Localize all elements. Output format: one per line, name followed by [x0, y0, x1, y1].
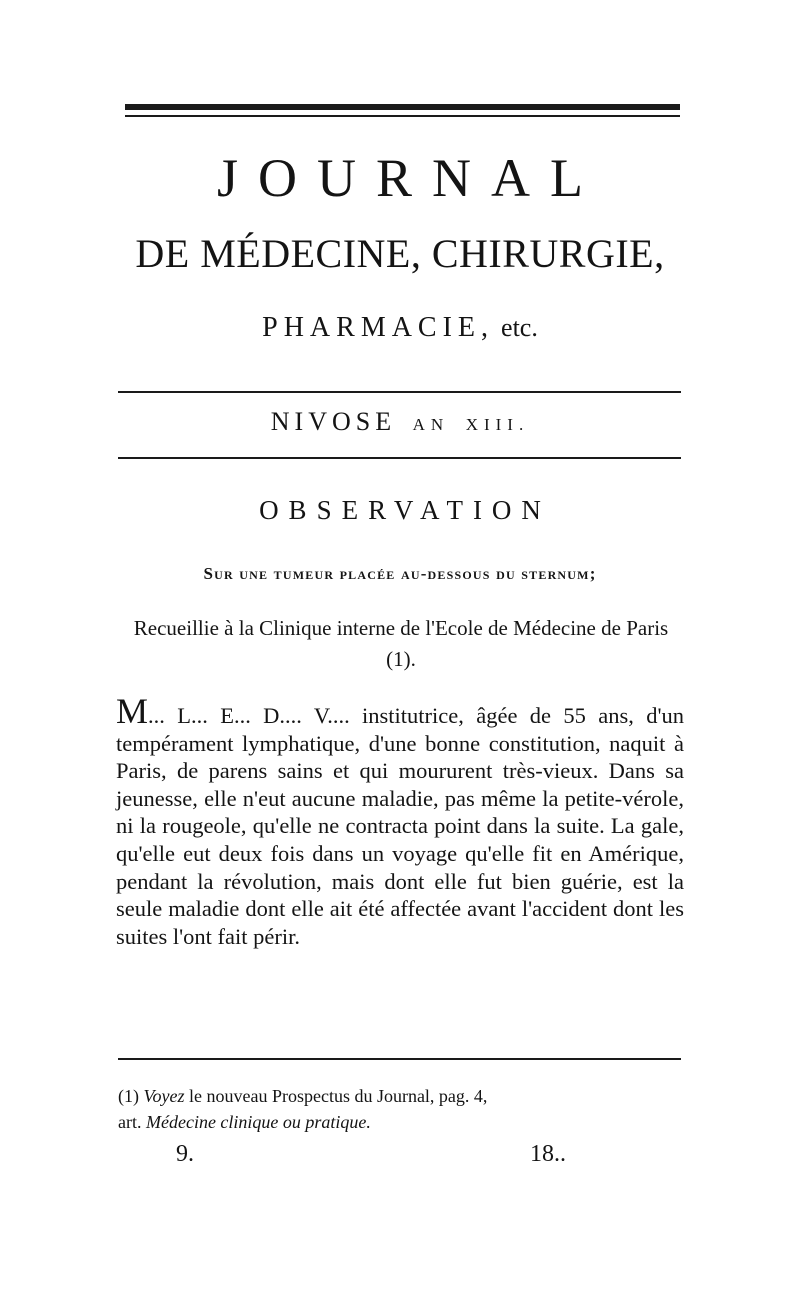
signature-mark-right: 18..	[530, 1141, 566, 1167]
footnote-art: art.	[118, 1112, 142, 1132]
issue-month: NIVOSE	[270, 407, 397, 436]
issue-year: XIII.	[465, 415, 530, 434]
subtitle-etc: etc.	[501, 313, 538, 342]
footnote-rule	[118, 1058, 681, 1060]
footnote-text: le nouveau Prospectus du Journal, pag. 4,	[188, 1086, 488, 1106]
article-body	[116, 691, 684, 950]
article-collected-by: Recueillie à la Clinique interne de l'Ecole de Médecine de Paris (1).	[133, 616, 669, 671]
divider-rule	[118, 391, 681, 393]
footnote-voyez: Voyez	[143, 1086, 185, 1106]
top-ornamental-rule	[125, 104, 680, 110]
subtitle-pharmacie: PHARMACIE,	[262, 312, 495, 343]
issue-date	[0, 404, 800, 443]
footnote-marker: (1)	[118, 1086, 139, 1106]
divider-rule	[118, 457, 681, 459]
top-thin-rule	[125, 115, 680, 117]
journal-title: JOURNAL	[216, 148, 603, 208]
article-title: OBSERVATION	[259, 495, 551, 525]
article-subtitle: Sur une tumeur placée au-dessous du sternum;	[203, 564, 597, 583]
body-initial: M	[116, 691, 149, 731]
journal-subtitle-line1: DE MÉDECINE, CHIRURGIE,	[135, 231, 665, 276]
signature-mark-left: 9.	[176, 1141, 194, 1167]
body-paragraph: ... L... E... D.... V.... institutrice, âgée de 55 ans, d'un tempérament lymphatique, d'une bonne constitution, naquit à Paris, de parens sains et qui moururent très-vieux. Dans sa jeunesse, elle n'eut aucune maladie, pas même la petite-vérole, ni la rougeole, qu'elle ne contracta point dans la suite. La gale, qu'elle eut deux fois dans un voyage qu'elle fit en Amérique, pendant la révolution, mais dont elle fut bien guérie, est la seule maladie dont elle ait été affectée avant l'accident dont les suites l'ont fait périr.	[116, 703, 684, 949]
issue-year-word: AN	[412, 415, 450, 434]
journal-subtitle-line2	[0, 310, 800, 346]
footnote-art-title: Médecine clinique ou pratique.	[145, 1112, 371, 1132]
footnote	[118, 1083, 682, 1135]
